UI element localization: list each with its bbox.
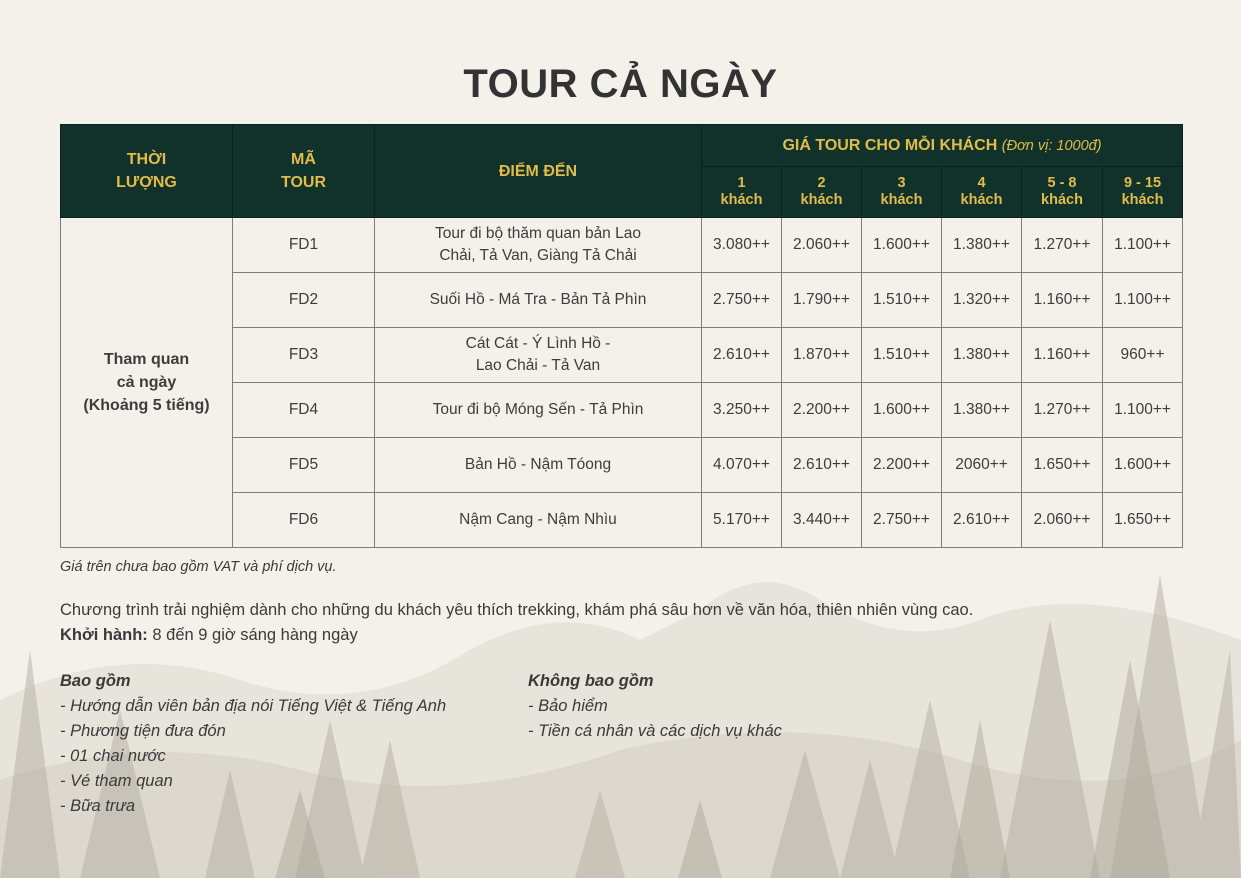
price-cell: 1.160++ bbox=[1022, 328, 1103, 383]
price-cell: 2060++ bbox=[942, 438, 1022, 493]
price-cell: 1.510++ bbox=[862, 328, 942, 383]
included-list bbox=[60, 669, 446, 819]
header-guests-5-8: 5 - 8 khách bbox=[1022, 167, 1103, 218]
header-duration: THỜI LƯỢNG bbox=[61, 125, 233, 218]
price-cell: 1.650++ bbox=[1022, 438, 1103, 493]
destination: Bản Hồ - Nậm Tóong bbox=[375, 438, 702, 493]
description-text: Chương trình trải nghiệm dành cho những du khách yêu thích trekking, khám phá sâu hơn về văn hóa, thiên nhiên vùng cao. bbox=[60, 601, 974, 619]
price-cell: 2.200++ bbox=[862, 438, 942, 493]
price-cell: 4.070++ bbox=[702, 438, 782, 493]
price-cell: 2.750++ bbox=[862, 493, 942, 548]
tour-description bbox=[60, 598, 973, 648]
price-cell: 2.610++ bbox=[782, 438, 862, 493]
price-cell: 960++ bbox=[1103, 328, 1183, 383]
price-cell: 5.170++ bbox=[702, 493, 782, 548]
table-row bbox=[61, 218, 1183, 273]
excluded-title: Không bao gồm bbox=[528, 672, 654, 690]
departure-value: 8 đến 9 giờ sáng hàng ngày bbox=[147, 626, 358, 644]
tour-code: FD3 bbox=[233, 328, 375, 383]
price-cell: 1.160++ bbox=[1022, 273, 1103, 328]
duration-cell: Tham quan cả ngày (Khoảng 5 tiếng) bbox=[61, 218, 233, 548]
tour-code: FD1 bbox=[233, 218, 375, 273]
price-cell: 1.870++ bbox=[782, 328, 862, 383]
departure-label: Khởi hành: bbox=[60, 626, 148, 644]
page-title: TOUR CẢ NGÀY bbox=[463, 62, 778, 106]
tour-price-table bbox=[60, 124, 1183, 548]
price-cell: 1.600++ bbox=[862, 218, 942, 273]
tour-code: FD6 bbox=[233, 493, 375, 548]
header-destination: ĐIỂM ĐẾN bbox=[375, 125, 702, 218]
header-guests-1: 1 khách bbox=[702, 167, 782, 218]
destination: Nậm Cang - Nậm Nhìu bbox=[375, 493, 702, 548]
tour-code: FD4 bbox=[233, 383, 375, 438]
list-item: - Bữa trưa bbox=[60, 797, 136, 815]
price-cell: 1.320++ bbox=[942, 273, 1022, 328]
departure-line bbox=[60, 623, 973, 648]
list-item: - Vé tham quan bbox=[60, 772, 173, 790]
header-guests-2: 2 khách bbox=[782, 167, 862, 218]
price-cell: 2.610++ bbox=[702, 328, 782, 383]
destination: Cát Cát - Ý Lình Hồ - Lao Chải - Tả Van bbox=[375, 328, 702, 383]
price-cell: 1.380++ bbox=[942, 328, 1022, 383]
price-cell: 1.600++ bbox=[862, 383, 942, 438]
price-cell: 1.270++ bbox=[1022, 218, 1103, 273]
price-cell: 1.510++ bbox=[862, 273, 942, 328]
header-guests-9-15: 9 - 15 khách bbox=[1103, 167, 1183, 218]
excluded-list bbox=[528, 669, 782, 744]
price-cell: 1.600++ bbox=[1103, 438, 1183, 493]
price-cell: 2.060++ bbox=[782, 218, 862, 273]
header-guests-4: 4 khách bbox=[942, 167, 1022, 218]
price-cell: 3.080++ bbox=[702, 218, 782, 273]
price-cell: 1.790++ bbox=[782, 273, 862, 328]
price-cell: 1.380++ bbox=[942, 218, 1022, 273]
price-cell: 1.650++ bbox=[1103, 493, 1183, 548]
price-cell: 3.440++ bbox=[782, 493, 862, 548]
price-cell: 2.610++ bbox=[942, 493, 1022, 548]
price-unit: (Đơn vị: 1000đ) bbox=[1001, 137, 1102, 154]
price-cell: 1.380++ bbox=[942, 383, 1022, 438]
destination: Tour đi bộ thăm quan bản Lao Chải, Tả Van, Giàng Tả Chải bbox=[375, 218, 702, 273]
header-price-group: GIÁ TOUR CHO MỖI KHÁCH (Đơn vị: 1000đ) bbox=[702, 125, 1183, 167]
price-cell: 3.250++ bbox=[702, 383, 782, 438]
list-item: - Phương tiện đưa đón bbox=[60, 722, 226, 740]
header-tour-code: MÃ TOUR bbox=[233, 125, 375, 218]
price-cell: 2.060++ bbox=[1022, 493, 1103, 548]
price-cell: 1.270++ bbox=[1022, 383, 1103, 438]
price-note: Giá trên chưa bao gồm VAT và phí dịch vụ. bbox=[60, 559, 337, 575]
price-cell: 1.100++ bbox=[1103, 218, 1183, 273]
included-title: Bao gồm bbox=[60, 672, 131, 690]
list-item: - Bảo hiểm bbox=[528, 697, 608, 715]
list-item: - Hướng dẫn viên bản địa nói Tiếng Việt & Tiếng Anh bbox=[60, 697, 447, 715]
price-cell: 1.100++ bbox=[1103, 273, 1183, 328]
price-cell: 1.100++ bbox=[1103, 383, 1183, 438]
tour-code: FD2 bbox=[233, 273, 375, 328]
price-cell: 2.200++ bbox=[782, 383, 862, 438]
tour-code: FD5 bbox=[233, 438, 375, 493]
list-item: - 01 chai nước bbox=[60, 747, 166, 765]
price-cell: 2.750++ bbox=[702, 273, 782, 328]
destination: Tour đi bộ Móng Sến - Tả Phìn bbox=[375, 383, 702, 438]
list-item: - Tiền cá nhân và các dịch vụ khác bbox=[528, 722, 782, 740]
destination: Suối Hồ - Má Tra - Bản Tả Phìn bbox=[375, 273, 702, 328]
header-guests-3: 3 khách bbox=[862, 167, 942, 218]
